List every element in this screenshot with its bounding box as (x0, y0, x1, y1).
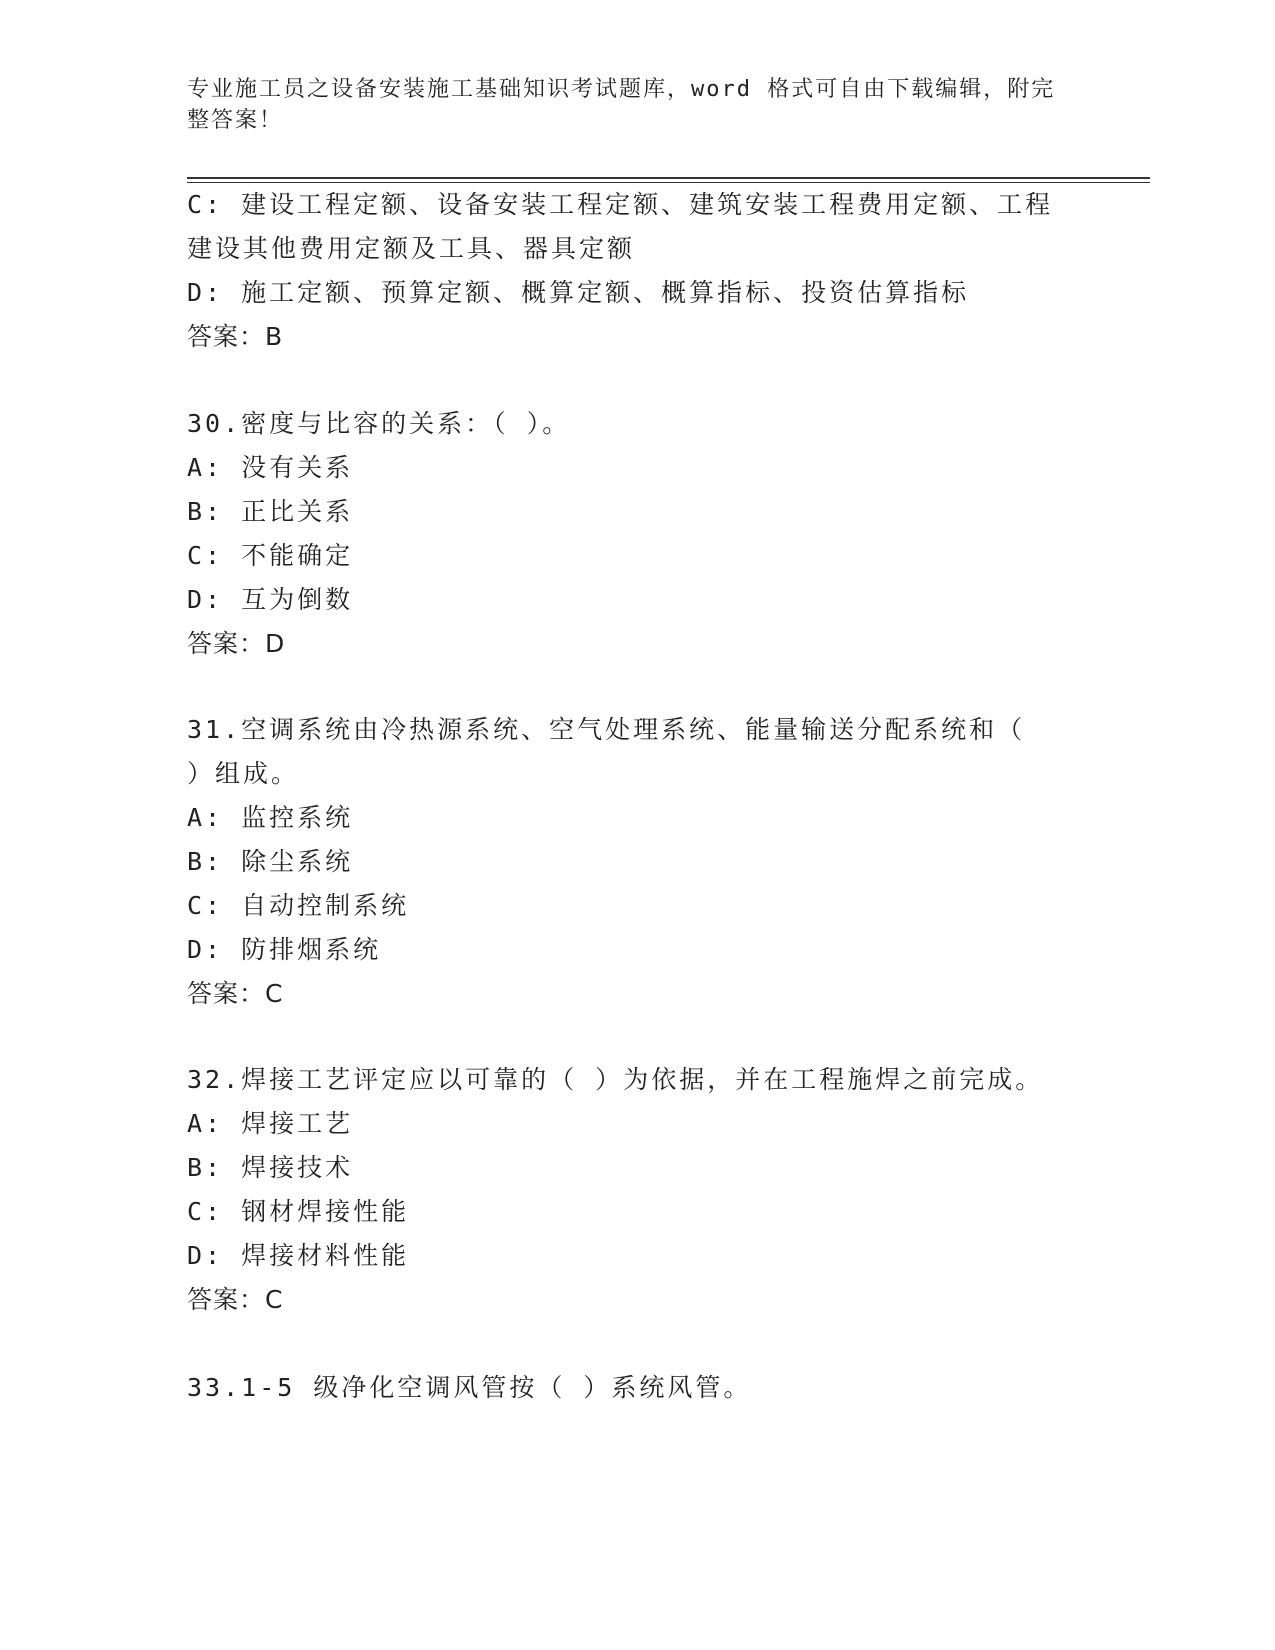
answer: 答案：C (187, 979, 284, 1008)
option-c: C: 钢材焊接性能 (187, 1197, 410, 1226)
header-line-2: 整答案！ (187, 108, 284, 133)
question-stem-continued: ）组成。 (187, 759, 300, 788)
document-header (187, 74, 1067, 136)
option-a: A: 监控系统 (187, 803, 354, 832)
option-d: D: 焊接材料性能 (187, 1241, 410, 1270)
question-stem: 33.1-5 级净化空调风管按（ ）系统风管。 (187, 1373, 752, 1402)
answer: 答案：B (187, 322, 284, 351)
option-a: A: 没有关系 (187, 453, 354, 482)
option-c: C: 自动控制系统 (187, 891, 410, 920)
option-c-line-2: 建设其他费用定额及工具、器具定额 (187, 234, 636, 263)
option-c-line-1: C: 建设工程定额、设备安装工程定额、建筑安装工程费用定额、工程 (187, 190, 1054, 219)
option-d: D: 防排烟系统 (187, 935, 382, 964)
option-b: B: 焊接技术 (187, 1153, 354, 1182)
header-divider-thin (187, 182, 1150, 183)
header-divider-thick (187, 177, 1150, 179)
option-b: B: 正比关系 (187, 497, 354, 526)
answer: 答案：D (187, 629, 286, 658)
question-stem: 32.焊接工艺评定应以可靠的（ ）为依据，并在工程施焊之前完成。 (187, 1065, 1044, 1094)
option-d: D: 互为倒数 (187, 585, 354, 614)
header-line-1: 专业施工员之设备安装施工基础知识考试题库，word 格式可自由下载编辑，附完 (187, 77, 1056, 102)
option-b: B: 除尘系统 (187, 847, 354, 876)
option-a: A: 焊接工艺 (187, 1109, 354, 1138)
question-stem: 30.密度与比容的关系：（ ）。 (187, 409, 571, 438)
option-d: D: 施工定额、预算定额、概算定额、概算指标、投资估算指标 (187, 278, 970, 307)
option-c: C: 不能确定 (187, 541, 354, 570)
answer: 答案：C (187, 1285, 284, 1314)
question-stem: 31.空调系统由冷热源系统、空气处理系统、能量输送分配系统和（ (187, 715, 1026, 744)
